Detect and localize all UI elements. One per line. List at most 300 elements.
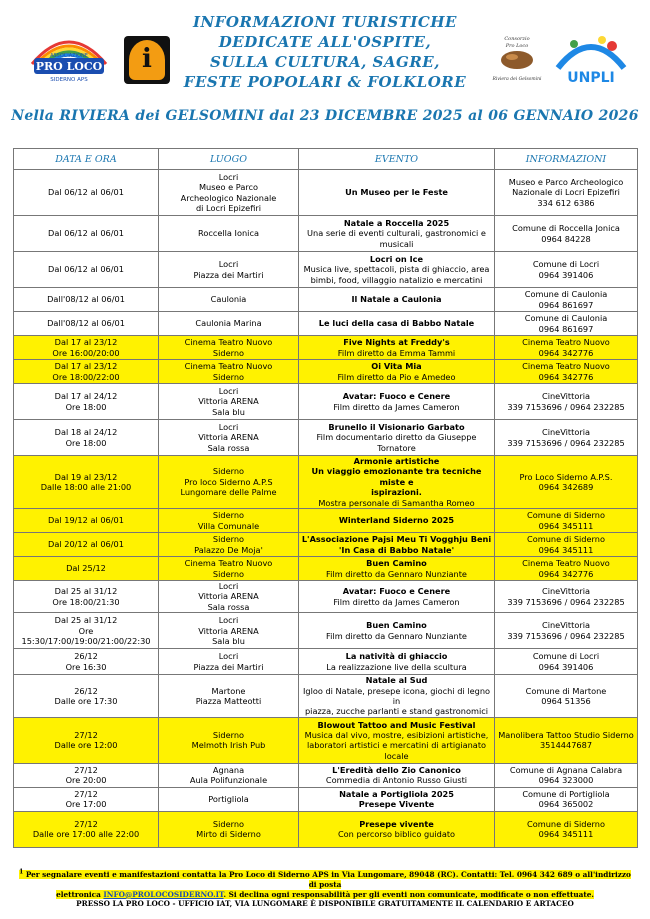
cell-date xyxy=(14,717,159,763)
event-title-line: Avatar: Fuoco e Cenere xyxy=(342,391,451,402)
table-row xyxy=(14,675,638,718)
footer-line2 xyxy=(56,890,594,899)
event-title-line: Five Nights at Freddy's xyxy=(343,337,450,348)
table-row xyxy=(14,360,638,384)
cell-line: Film diretto da Gennaro Nunziante xyxy=(326,568,467,579)
cell-line: 339 7153696 / 0964 232285 xyxy=(507,401,625,412)
proloco-assoc-text: ASSOCIAZIONE xyxy=(50,53,88,59)
table-row xyxy=(14,613,638,649)
cell-line: Dall'08/12 al 06/01 xyxy=(47,318,125,329)
table-row xyxy=(14,811,638,847)
title-line: INFORMAZIONI TURISTICHE xyxy=(193,13,457,31)
event-title-line: Brunello il Visionario Garbato xyxy=(328,421,465,432)
cell-line: Ore 18:00/22:00 xyxy=(52,371,120,382)
cell-place xyxy=(159,420,299,456)
cell-info xyxy=(495,312,638,336)
cell-line: 0964 342776 xyxy=(538,347,594,358)
cell-line: Commedia di Antonio Russo Giusti xyxy=(325,775,468,786)
cell-line: Igloo di Natale, presepe icona, giochi di legno in xyxy=(302,685,491,707)
cell-line: Roccella Ionica xyxy=(198,228,259,239)
table-row xyxy=(14,384,638,420)
cell-line: Piazza dei Martiri xyxy=(193,269,264,280)
cell-date xyxy=(14,557,159,581)
cell-event xyxy=(299,811,495,847)
cell-event xyxy=(299,557,495,581)
cell-event xyxy=(299,312,495,336)
cell-line: Film diretto da Pio e Amedeo xyxy=(337,371,456,382)
consorzio-line3: Riviera dei Gelsomini xyxy=(492,77,542,82)
cell-line: 0964 323000 xyxy=(538,775,594,786)
cell-place xyxy=(159,384,299,420)
cell-line: Film diretto da Emma Tammi xyxy=(337,347,456,358)
cell-info xyxy=(495,763,638,787)
cell-line: Ore 17:00 xyxy=(65,799,107,810)
cell-date xyxy=(14,288,159,312)
cell-event xyxy=(299,675,495,718)
cell-line: Con percorso biblico guidato xyxy=(337,829,456,840)
cell-line: Comune di Siderno xyxy=(527,534,605,545)
cell-line: CineVittoria xyxy=(541,620,590,631)
cell-line: Film documentario diretto da Giuseppe xyxy=(316,432,477,443)
cell-line: Sala blu xyxy=(212,406,245,417)
cell-line: 0964 84228 xyxy=(541,233,591,244)
cell-line: Pro Loco Siderno A.P.S. xyxy=(519,471,613,482)
cell-line: Locri xyxy=(218,651,239,662)
cell-line: 339 7153696 / 0964 232285 xyxy=(507,630,625,641)
cell-line: Vittoria ARENA xyxy=(198,396,259,407)
cell-line: Dal 19/12 al 06/01 xyxy=(48,515,124,526)
cell-line: Portigliola xyxy=(208,794,249,805)
cell-line: 26/12 xyxy=(74,651,98,662)
event-title-line: L'Associazione Pajsi Meu Ti Vogghju Beni xyxy=(301,534,492,545)
cell-line: Ore 16:30 xyxy=(65,661,107,672)
cell-line: Lungomare delle Palme xyxy=(180,487,277,498)
table-row xyxy=(14,170,638,216)
cell-line: 27/12 xyxy=(74,729,98,740)
cell-line: Musica dal vivo, mostre, esibizioni artistiche, xyxy=(304,729,489,740)
cell-line: Dalle ore 17:00 alle 22:00 xyxy=(32,829,140,840)
cell-event xyxy=(299,288,495,312)
cell-line: Archeologico Nazionale xyxy=(180,192,277,203)
cell-line: Vittoria ARENA xyxy=(198,625,259,636)
cell-line: 15:30/17:00/19:00/21:00/22:30 xyxy=(21,635,151,646)
cell-line: Ore 18:00 xyxy=(65,437,107,448)
unpli-text: UNPLI xyxy=(567,70,615,86)
cell-line: Dalle 18:00 alle 21:00 xyxy=(40,482,132,493)
cell-place xyxy=(159,613,299,649)
cell-line: 26/12 xyxy=(74,685,98,696)
cell-date xyxy=(14,533,159,557)
table-row xyxy=(14,649,638,675)
cell-line: Locri xyxy=(218,385,239,396)
cell-line: 0964 342776 xyxy=(538,568,594,579)
footer-line1 xyxy=(19,870,631,889)
cell-line: 339 7153696 / 0964 232285 xyxy=(507,596,625,607)
cell-line: Museo e Parco xyxy=(198,182,259,193)
cell-info xyxy=(495,557,638,581)
consorzio-line1: Consorzio xyxy=(504,36,530,42)
cell-line: Museo e Parco Archeologico xyxy=(508,176,624,187)
cell-line: Cinema Teatro Nuovo xyxy=(184,337,273,348)
cell-info xyxy=(495,787,638,811)
cell-line: 0964 342689 xyxy=(538,482,594,493)
events-table xyxy=(13,148,638,848)
cell-event xyxy=(299,717,495,763)
cell-line: Piazza Matteotti xyxy=(195,696,262,707)
table-row xyxy=(14,456,638,509)
cell-line: Caulonia xyxy=(210,294,247,305)
cell-event xyxy=(299,420,495,456)
cell-line: 339 7153696 / 0964 232285 xyxy=(507,437,625,448)
table-row xyxy=(14,787,638,811)
event-title-line: Armonie artistiche xyxy=(353,456,440,466)
event-title-line: 'In Casa di Babbo Natale' xyxy=(338,544,455,555)
event-title-line: Natale al Sud xyxy=(365,675,428,686)
footer-line2-pre: elettronica xyxy=(56,889,104,899)
cell-date xyxy=(14,649,159,675)
cell-line: Ore 18:00 xyxy=(65,401,107,412)
cell-line: Locri xyxy=(218,581,239,592)
cell-line: Locri xyxy=(218,615,239,626)
title-line: DEDICATE ALL'OSPITE, xyxy=(218,33,432,51)
cell-line: Dal 25 al 31/12 xyxy=(54,586,118,597)
cell-line: Musica live, spettacoli, pista di ghiaccio, area xyxy=(303,264,490,275)
cell-line: Dal 25/12 xyxy=(66,563,106,574)
cell-line: 0964 342776 xyxy=(538,371,594,382)
cell-line: musicali xyxy=(379,238,414,249)
iat-logo xyxy=(124,36,170,84)
table-row xyxy=(14,717,638,763)
cell-date xyxy=(14,509,159,533)
cell-line: Comune di Martone xyxy=(525,685,607,696)
cell-line: Dall'08/12 al 06/01 xyxy=(47,294,125,305)
cell-date xyxy=(14,384,159,420)
cell-line: Sala rossa xyxy=(207,442,250,453)
cell-place xyxy=(159,763,299,787)
cell-line: Dal 17 al 23/12 xyxy=(54,337,118,348)
cell-event xyxy=(299,360,495,384)
cell-line: Mirto di Siderno xyxy=(196,829,261,840)
cell-line: 0964 365002 xyxy=(538,799,594,810)
event-title-line: Presepe vivente xyxy=(359,818,434,829)
cell-line: Locri xyxy=(218,259,239,270)
event-title-line: Avatar: Fuoco e Cenere xyxy=(342,586,451,597)
cell-line: Siderno xyxy=(212,466,245,477)
cell-line: Dal 06/12 al 06/01 xyxy=(48,187,124,198)
cell-line: Locri xyxy=(218,421,239,432)
cell-event xyxy=(299,581,495,613)
cell-line: 0964 345111 xyxy=(538,520,594,531)
cell-line: Sala blu xyxy=(212,635,245,646)
proloco-text: PRO LOCO xyxy=(35,60,103,73)
cell-line: Dalle ore 17:30 xyxy=(54,696,118,707)
table-row xyxy=(14,420,638,456)
cell-line: Cinema Teatro Nuovo xyxy=(522,361,610,372)
cell-line: 0964 51356 xyxy=(541,696,591,707)
cell-line: Ore 18:00/21:30 xyxy=(52,596,120,607)
cell-event xyxy=(299,613,495,649)
cell-line: Film diretto da James Cameron xyxy=(333,401,460,412)
cell-line: bimbi, food, villaggio natalizio e mercatini xyxy=(310,274,483,285)
cell-date xyxy=(14,336,159,360)
cell-line: Comune di Caulonia xyxy=(524,289,608,300)
event-title-line: Buen Camino xyxy=(366,620,427,631)
cell-event xyxy=(299,336,495,360)
cell-event xyxy=(299,787,495,811)
cell-info xyxy=(495,613,638,649)
event-title-line: Winterland Siderno 2025 xyxy=(338,515,455,526)
cell-line: Ore 20:00 xyxy=(65,775,107,786)
consorzio-line2: Pro Loco xyxy=(505,43,529,49)
cell-event xyxy=(299,533,495,557)
cell-line: Sala rossa xyxy=(207,601,250,612)
cell-line: 0964 391406 xyxy=(538,661,594,672)
cell-line: Caulonia Marina xyxy=(195,318,262,329)
event-title-line: ispirazioni. xyxy=(371,487,422,498)
cell-line: Pro loco Siderno A.P.S xyxy=(184,476,273,487)
cell-event xyxy=(299,384,495,420)
cell-line: di Locri Epizefiri xyxy=(195,202,262,213)
table-row xyxy=(14,763,638,787)
cell-line: Cinema Teatro Nuovo xyxy=(184,558,273,569)
cell-line: Melmoth Irish Pub xyxy=(191,740,266,751)
header-info: INFORMAZIONI xyxy=(495,149,638,170)
cell-line: Mostra personale di Samantha Romeo xyxy=(318,497,475,508)
table-row xyxy=(14,336,638,360)
cell-line: Dalle ore 12:00 xyxy=(54,740,118,751)
cell-line: Ore 16:00/20:00 xyxy=(52,347,120,358)
cell-event xyxy=(299,216,495,252)
cell-line: Vittoria ARENA xyxy=(198,432,259,443)
cell-event xyxy=(299,252,495,288)
cell-info xyxy=(495,252,638,288)
cell-date xyxy=(14,763,159,787)
header-place: LUOGO xyxy=(159,149,299,170)
cell-info xyxy=(495,456,638,509)
event-title-line: Natale a Portigliola 2025 xyxy=(339,788,454,799)
cell-line: Siderno xyxy=(212,534,245,545)
event-title-line: Il Natale a Caulonia xyxy=(351,294,442,305)
cell-line: Cinema Teatro Nuovo xyxy=(522,337,610,348)
cell-line: Dal 19 al 23/12 xyxy=(54,471,118,482)
cell-place xyxy=(159,649,299,675)
cell-place xyxy=(159,675,299,718)
cell-line: Comune di Locri xyxy=(532,259,600,270)
cell-place xyxy=(159,717,299,763)
cell-line: laboratori artistici e mercatini di artigianato xyxy=(306,740,487,751)
cell-info xyxy=(495,420,638,456)
cell-line: Siderno xyxy=(212,568,245,579)
cell-line: Dal 25 al 31/12 xyxy=(54,615,118,626)
table-row xyxy=(14,533,638,557)
cell-info xyxy=(495,384,638,420)
cell-info xyxy=(495,581,638,613)
cell-line: Agnana xyxy=(212,764,245,775)
table-row xyxy=(14,312,638,336)
event-title-line: Presepe Vivente xyxy=(358,799,435,810)
table-row xyxy=(14,509,638,533)
page-header xyxy=(0,0,650,108)
cell-line: CineVittoria xyxy=(541,427,590,438)
cell-date xyxy=(14,170,159,216)
cell-line: Villa Comunale xyxy=(197,520,260,531)
cell-line: Comune di Siderno xyxy=(527,818,605,829)
cell-line: Siderno xyxy=(212,729,245,740)
cell-info xyxy=(495,811,638,847)
event-title-line: Locri on Ice xyxy=(369,253,424,264)
cell-line: CineVittoria xyxy=(541,391,590,402)
cell-info xyxy=(495,649,638,675)
cell-line: piazza, zucche parlanti e stand gastronomici xyxy=(304,706,488,717)
footer-line3: PRESSO LA PRO LOCO - UFFICIO IAT, VIA LUNGOMARE È DISPONIBILE GRATUITAMENTE IL CALENDARIO E ARTACEO xyxy=(76,899,574,909)
table-header-row xyxy=(14,149,638,170)
event-title-line: Buen Camino xyxy=(366,558,427,569)
cell-line: Film diretto da James Cameron xyxy=(333,596,460,607)
cell-line: 27/12 xyxy=(74,818,98,829)
title-line: SULLA CULTURA, SAGRE, xyxy=(210,53,440,71)
cell-place xyxy=(159,811,299,847)
cell-line: Cinema Teatro Nuovo xyxy=(184,361,273,372)
footer-note xyxy=(14,868,636,909)
cell-line: Dal 18 al 24/12 xyxy=(54,427,118,438)
cell-line: Palazzo De Moja' xyxy=(194,544,263,555)
footnote-marker: 1 xyxy=(19,869,24,876)
cell-line: locale xyxy=(384,750,409,761)
unpli-logo xyxy=(552,30,630,88)
cell-line: Siderno xyxy=(212,371,245,382)
cell-line: Dal 06/12 al 06/01 xyxy=(48,264,124,275)
table-row xyxy=(14,581,638,613)
cell-date xyxy=(14,420,159,456)
cell-date xyxy=(14,613,159,649)
cell-place xyxy=(159,170,299,216)
cell-line: Comune di Locri xyxy=(532,651,600,662)
cell-place xyxy=(159,312,299,336)
cell-line: Piazza dei Martiri xyxy=(193,661,264,672)
title-line: FESTE POPOLARI & FOLKLORE xyxy=(183,73,467,91)
cell-date xyxy=(14,216,159,252)
cell-place xyxy=(159,456,299,509)
cell-line: Comune di Agnana Calabra xyxy=(509,764,623,775)
cell-line: 0964 345111 xyxy=(538,544,594,555)
cell-line: Manolibera Tattoo Studio Siderno xyxy=(498,729,634,740)
cell-line: Dal 17 al 23/12 xyxy=(54,361,118,372)
cell-event xyxy=(299,456,495,509)
cell-info xyxy=(495,216,638,252)
cell-info xyxy=(495,533,638,557)
cell-info xyxy=(495,675,638,718)
cell-info xyxy=(495,288,638,312)
consorzio-proloco-logo xyxy=(486,32,548,88)
cell-line: 3514447687 xyxy=(539,740,593,751)
cell-line: Aula Polifunzionale xyxy=(189,775,268,786)
cell-place xyxy=(159,216,299,252)
iat-letter: i xyxy=(142,44,152,74)
cell-line: Cinema Teatro Nuovo xyxy=(522,558,610,569)
cell-info xyxy=(495,717,638,763)
event-title-line: Oi Vita Mia xyxy=(371,361,422,372)
event-title-line: Natale a Roccella 2025 xyxy=(343,217,450,228)
cell-line: Siderno xyxy=(212,818,245,829)
cell-line: Vittoria ARENA xyxy=(198,591,259,602)
cell-line: Comune di Portigliola xyxy=(522,788,610,799)
proloco-sub-text: SIDERNO APS xyxy=(50,77,88,83)
info-icon xyxy=(129,40,165,80)
cell-info xyxy=(495,509,638,533)
event-title-line: L'Eredità dello Zio Canonico xyxy=(332,764,461,775)
proloco-siderno-logo xyxy=(28,28,110,84)
cell-line: CineVittoria xyxy=(541,586,590,597)
cell-date xyxy=(14,456,159,509)
events-table-body xyxy=(14,170,638,848)
cell-place xyxy=(159,533,299,557)
cell-line: Comune di Siderno xyxy=(527,510,605,521)
cell-date xyxy=(14,360,159,384)
event-title-line: Un viaggio emozionante tra tecniche miste e xyxy=(311,466,482,487)
cell-line: Comune di Caulonia xyxy=(524,313,608,324)
cell-line: 0964 391406 xyxy=(538,269,594,280)
cell-date xyxy=(14,811,159,847)
cell-line: Nazionale di Locri Epizefiri xyxy=(512,187,620,198)
cell-line: Dal 17 al 24/12 xyxy=(54,391,118,402)
cell-place xyxy=(159,336,299,360)
cell-date xyxy=(14,787,159,811)
cell-line: Siderno xyxy=(212,347,245,358)
cell-line: Siderno xyxy=(212,510,245,521)
cell-date xyxy=(14,252,159,288)
cell-date xyxy=(14,312,159,336)
event-title-line: La natività di ghiaccio xyxy=(345,651,448,662)
cell-line: La realizzazione live della scultura xyxy=(326,661,467,672)
cell-line: Martone xyxy=(211,685,246,696)
cell-line: 0964 345111 xyxy=(538,829,594,840)
cell-place xyxy=(159,360,299,384)
cell-line: Comune di Roccella Jonica xyxy=(512,223,620,234)
cell-line: Locri xyxy=(218,171,239,182)
cell-line: 334 612 6386 xyxy=(537,197,595,208)
footer-email-link[interactable]: INFO@PROLOCOSIDERNO.IT xyxy=(103,889,224,899)
cell-line: Dal 06/12 al 06/01 xyxy=(48,228,124,239)
cell-date xyxy=(14,581,159,613)
cell-place xyxy=(159,557,299,581)
event-title-line: Un Museo per le Feste xyxy=(345,187,448,198)
cell-place xyxy=(159,787,299,811)
header-date: DATA E ORA xyxy=(14,149,159,170)
cell-place xyxy=(159,509,299,533)
cell-line: Dal 20/12 al 06/01 xyxy=(48,539,124,550)
cell-line: Tornatore xyxy=(377,442,416,453)
cell-place xyxy=(159,252,299,288)
event-title-line: Le luci della casa di Babbo Natale xyxy=(318,318,475,329)
table-row xyxy=(14,216,638,252)
cell-event xyxy=(299,170,495,216)
cell-line: Film diretto da Gennaro Nunziante xyxy=(326,630,467,641)
cell-info xyxy=(495,170,638,216)
table-row xyxy=(14,557,638,581)
cell-place xyxy=(159,581,299,613)
table-row xyxy=(14,252,638,288)
page-title xyxy=(180,12,470,92)
footer-line1-text: Per segnalare eventi e manifestazioni contatta la Pro Loco di Siderno APS in Via Lungomare, 89048 (RC). Contatti: Tel. 0964 342 689 o all'indirizzo di posta xyxy=(25,870,631,890)
cell-info xyxy=(495,336,638,360)
table-row xyxy=(14,288,638,312)
cell-event xyxy=(299,509,495,533)
cell-info xyxy=(495,360,638,384)
cell-line: 0964 861697 xyxy=(538,299,594,310)
header-event: EVENTO xyxy=(299,149,495,170)
event-title-line: Blowout Tattoo and Music Festival xyxy=(317,719,476,730)
footer-line2-post: . Si declina ogni responsabilità per gli eventi non comunicate, modificate o non effettuate. xyxy=(223,889,594,899)
